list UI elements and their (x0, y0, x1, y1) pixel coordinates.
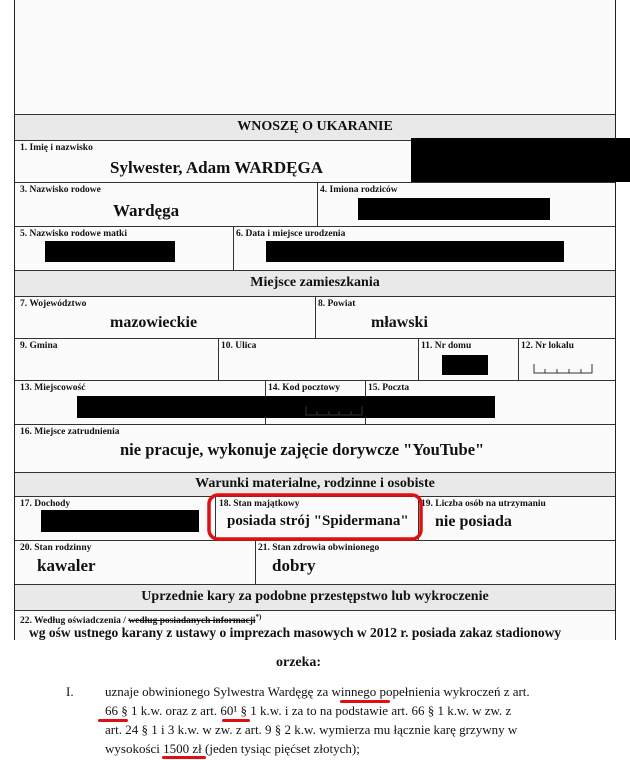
f7-label: 7. Województwo (20, 299, 87, 309)
f19-label: 19. Liczba osób na utrzymaniu (421, 499, 546, 509)
f22-mark: *) (255, 613, 262, 621)
f22-label-prefix: 22. Według oświadczenia / (20, 616, 126, 627)
section-miejsce-title: Miejsce zamieszkania (250, 275, 380, 290)
f6-label: 6. Data i miejsce urodzenia (236, 229, 346, 239)
f15-label: 15. Poczta (368, 383, 410, 393)
section-kary-title: Uprzednie kary za podobne przestępstwo lub wykroczenie (141, 589, 489, 604)
f10-label: 10. Ulica (221, 341, 257, 351)
postal-code-comb (305, 404, 363, 416)
f19-value: nie posiada (435, 513, 512, 530)
redaction-block (41, 510, 199, 532)
f18-value: posiada strój "Spidermana" (227, 513, 409, 529)
red-underline-66 (98, 719, 128, 722)
f16-value: nie pracuje, wykonuje zajęcie dorywcze "YouTube" (120, 440, 485, 459)
section-wnosze-title: WNOSZĘ O UKARANIE (237, 119, 393, 134)
f17-label: 17. Dochody (20, 499, 71, 509)
redaction-block (77, 396, 495, 418)
f4-label: 4. Imiona rodziców (320, 185, 398, 195)
f11-label: 11. Nr domu (421, 341, 472, 351)
redaction-block (442, 355, 488, 375)
red-underline-winnego (340, 700, 390, 703)
f21-label: 21. Stan zdrowia obwinionego (258, 543, 380, 553)
f5-label: 5. Nazwisko rodowe matki (20, 229, 127, 239)
f9-label: 9. Gmina (20, 341, 58, 351)
redaction-block (411, 138, 630, 182)
red-underline-60 (222, 719, 250, 722)
f8-label: 8. Powiat (318, 299, 356, 309)
f18-label: 18. Stan majątkowy (219, 499, 300, 509)
verdict-line-3: art. 24 § 1 i 3 k.w. w zw. z art. 9 § 2 k.w. wymierza mu łącznie karę grzywny w (105, 722, 518, 737)
redaction-block (45, 241, 175, 262)
f14-label: 14. Kod pocztowy (268, 383, 341, 393)
f13-label: 13. Miejscowość (20, 383, 86, 393)
verdict-line-1: uznaje obwinionego Sylwestra Wardęgę za winnego popełnienia wykroczeń z art. (105, 684, 530, 699)
f22-value: wg ośw ustnego karany z ustawy o imprezach masowych w 2012 r. posiada zakaz stadionowy (29, 625, 562, 640)
red-underline-1500 (162, 756, 206, 759)
f3-value: Wardęga (113, 201, 180, 220)
verdict-heading: orzeka: (276, 655, 322, 670)
verdict-numeral: I. (66, 684, 74, 699)
f22-label-struck: według posiadanych informacji (128, 616, 256, 627)
redaction-block (358, 198, 550, 220)
f16-label: 16. Miejsce zatrudnienia (20, 427, 120, 437)
redaction-block (266, 241, 564, 262)
f20-value: kawaler (37, 556, 96, 575)
f21-value: dobry (272, 556, 316, 575)
f1-value: Sylwester, Adam WARDĘGA (110, 158, 323, 177)
f12-label: 12. Nr lokalu (521, 341, 574, 351)
red-annotation-circle (206, 492, 424, 542)
verdict-line-2: 66 § 1 k.w. oraz z art. 60¹ § 1 k.w. i za to na podstawie art. 66 § 1 k.w. w zw. z (105, 703, 512, 718)
verdict-line-4: wysokości 1500 zł (jeden tysiąc pięćset złotych); (105, 741, 360, 756)
form-table (14, 0, 616, 640)
section-warunki-title: Warunki materialne, rodzinne i osobiste (195, 476, 435, 491)
f8-value: mławski (371, 314, 428, 331)
f3-label: 3. Nazwisko rodowe (20, 185, 101, 195)
f7-value: mazowieckie (110, 314, 198, 331)
nr-lokalu-comb (533, 362, 593, 374)
f1-label: 1. Imię i nazwisko (20, 143, 93, 153)
f20-label: 20. Stan rodzinny (20, 543, 92, 553)
